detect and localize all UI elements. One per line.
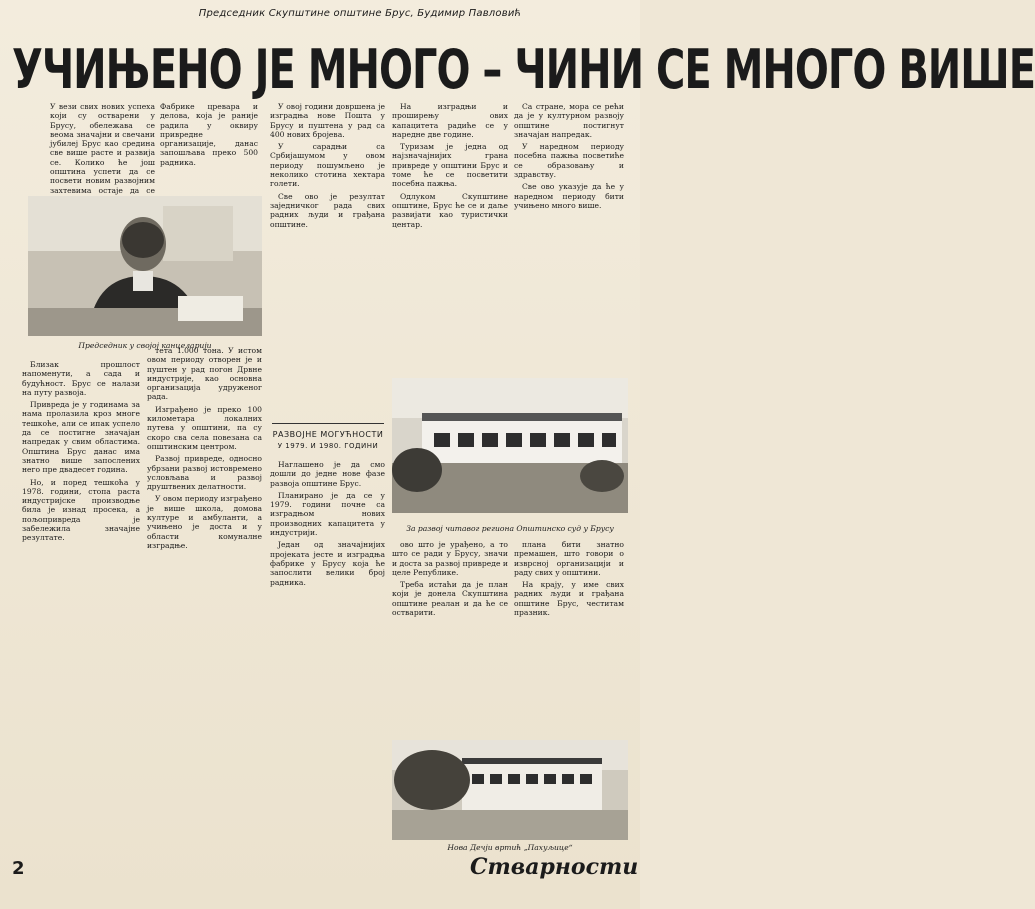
caption-photo3: Нова Дечји вртић „Пахуљице“ [447,843,573,852]
paragraph: На крају, у име свих радних људи и грађана општине Брус, честитам празник. [514,580,624,618]
col1-intro: У вези свих нових успеха који су остварени у Брусу, обележава се веома значајни и свечани јубилеј Брус као средина све више расте и развија се. Колико ће још општина успети да се посвети новим развојним захтевима остаје да се [50,102,155,195]
paragraph: У овој години довршена је изградња нове Пошта у Брусу и пуштена у рад са 400 нових бројева. [270,102,385,139]
paragraph: ово што је урађено, а то што се ради у Брусу, значи и доста за развој привреде и целе Републике. [392,540,508,577]
subhead: Председник Скупштине општине Брус, Будимир Павловић [198,8,522,19]
kindergarten-illustration [392,740,628,840]
paragraph: Планирано је да се у 1979. години почне са изградњом нових производних капацитета у индустрији. [270,490,385,538]
col-bottom-mid [392,540,508,750]
col-bottom-right [514,540,624,750]
col2-body [147,346,262,845]
paragraph: плана бити знатно премашен, што говори о изврсној организацији и раду свих у општини. [514,540,624,577]
paragraph: Привреда је у годинама за нама пролазила кроз многе тешкоће, али се ипак успело да се постигне значајан напредак у свим областима. Општина Брус данас има знатно више запослених него пре двадесет година. [22,400,140,475]
paragraph: Један од значајнијих пројеката јесте и изградња фабрике у Брусу која ће запослити велики број радника. [270,540,385,587]
col5-body [514,102,624,362]
col3-top [270,102,385,418]
paragraph: Са стране, мора се рећи да је у културном развоју општине постигнут значајан напредак. [514,102,624,139]
paragraph: У сарадњи са Србијашумом у овом периоду пошумљено је неколико стотина хектара голети. [270,142,385,189]
caption-photo2: За развој читавог региона Општинско суд у Брусу [406,524,614,533]
paragraph: Изграђено је преко 100 километара локалних путева у општини, па су скоро сва села повезана са општинским центром. [147,404,262,451]
section-rule [272,423,384,424]
col3-body [270,460,385,845]
portrait-illustration [28,196,262,336]
paragraph: Наглашено је да смо дошли до једне нове фазе развоја општине Брус. [270,460,385,488]
section-title: РАЗВОЈНЕ МОГУЋНОСТИ [272,430,384,439]
headline: УЧИЊЕНО ЈЕ МНОГО – ЧИНИ СЕ МНОГО ВИШЕ [12,39,1035,102]
paragraph: Треба истаћи да је план који је донела Скупштина општине реалан и да ће се остварити. [392,580,508,618]
portrait-photo [28,196,262,336]
page-number: 2 [12,858,25,879]
paragraph: Развој привреде, односно убрзани развој истовремено условљава и развој друштвених делатности. [147,454,262,492]
paragraph: У овом периоду изграђено је више школа, домова културе и амбуланти, а учињено је доста и у области комуналне изградње. [147,494,262,550]
building-illustration [392,378,628,513]
paragraph: Близак прошлост напоменути, а сада и будућност. Брус се налази на путу развоја. [22,360,140,397]
paragraph: У наредном периоду посебна пажња посветиће се образовању и здравству. [514,142,624,180]
paragraph: Но, и поред тешкоћа у 1978. години, стопа раста индустријске производње била је изнад просека, а пољопривреда је забележила значајне резултате. [22,477,140,543]
paragraph: Одлуком Скупштине општине, Брус ће се и даље развијати као туристички центар. [392,191,508,229]
kindergarten-photo [392,740,628,840]
col2-intro: Фабрике цревара и делова, која је раније радила у оквиру привредне организације, данас запошљава преко 500 радника. [160,102,258,167]
magazine-logo: Стварности [470,854,639,880]
paragraph: На изградњи и проширењу ових капацитета радиће се у наредне две године. [392,102,508,139]
col4-body [392,102,508,392]
paragraph: Све ово је резултат заједничког рада свих радних људи и грађана општине. [270,191,385,229]
col1-body [22,360,140,845]
paragraph: Туризам је једна од најзначајнијих грана привреде у општини Брус и томе ће се посветити посебна пажња. [392,142,508,189]
section-subtitle: У 1979. И 1980. ГОДИНИ [277,442,379,450]
building-photo [392,378,628,513]
paragraph: тета 1.000 тона. У истом овом периоду отворен је и пуштен у рад погон Дрвне индустрије, као основна организација удруженог рада. [147,346,262,402]
paragraph: Све ово указује да ће у наредном периоду бити учињено много више. [514,182,624,210]
caption-photo1: Председник у својој канцеларији [78,341,212,350]
